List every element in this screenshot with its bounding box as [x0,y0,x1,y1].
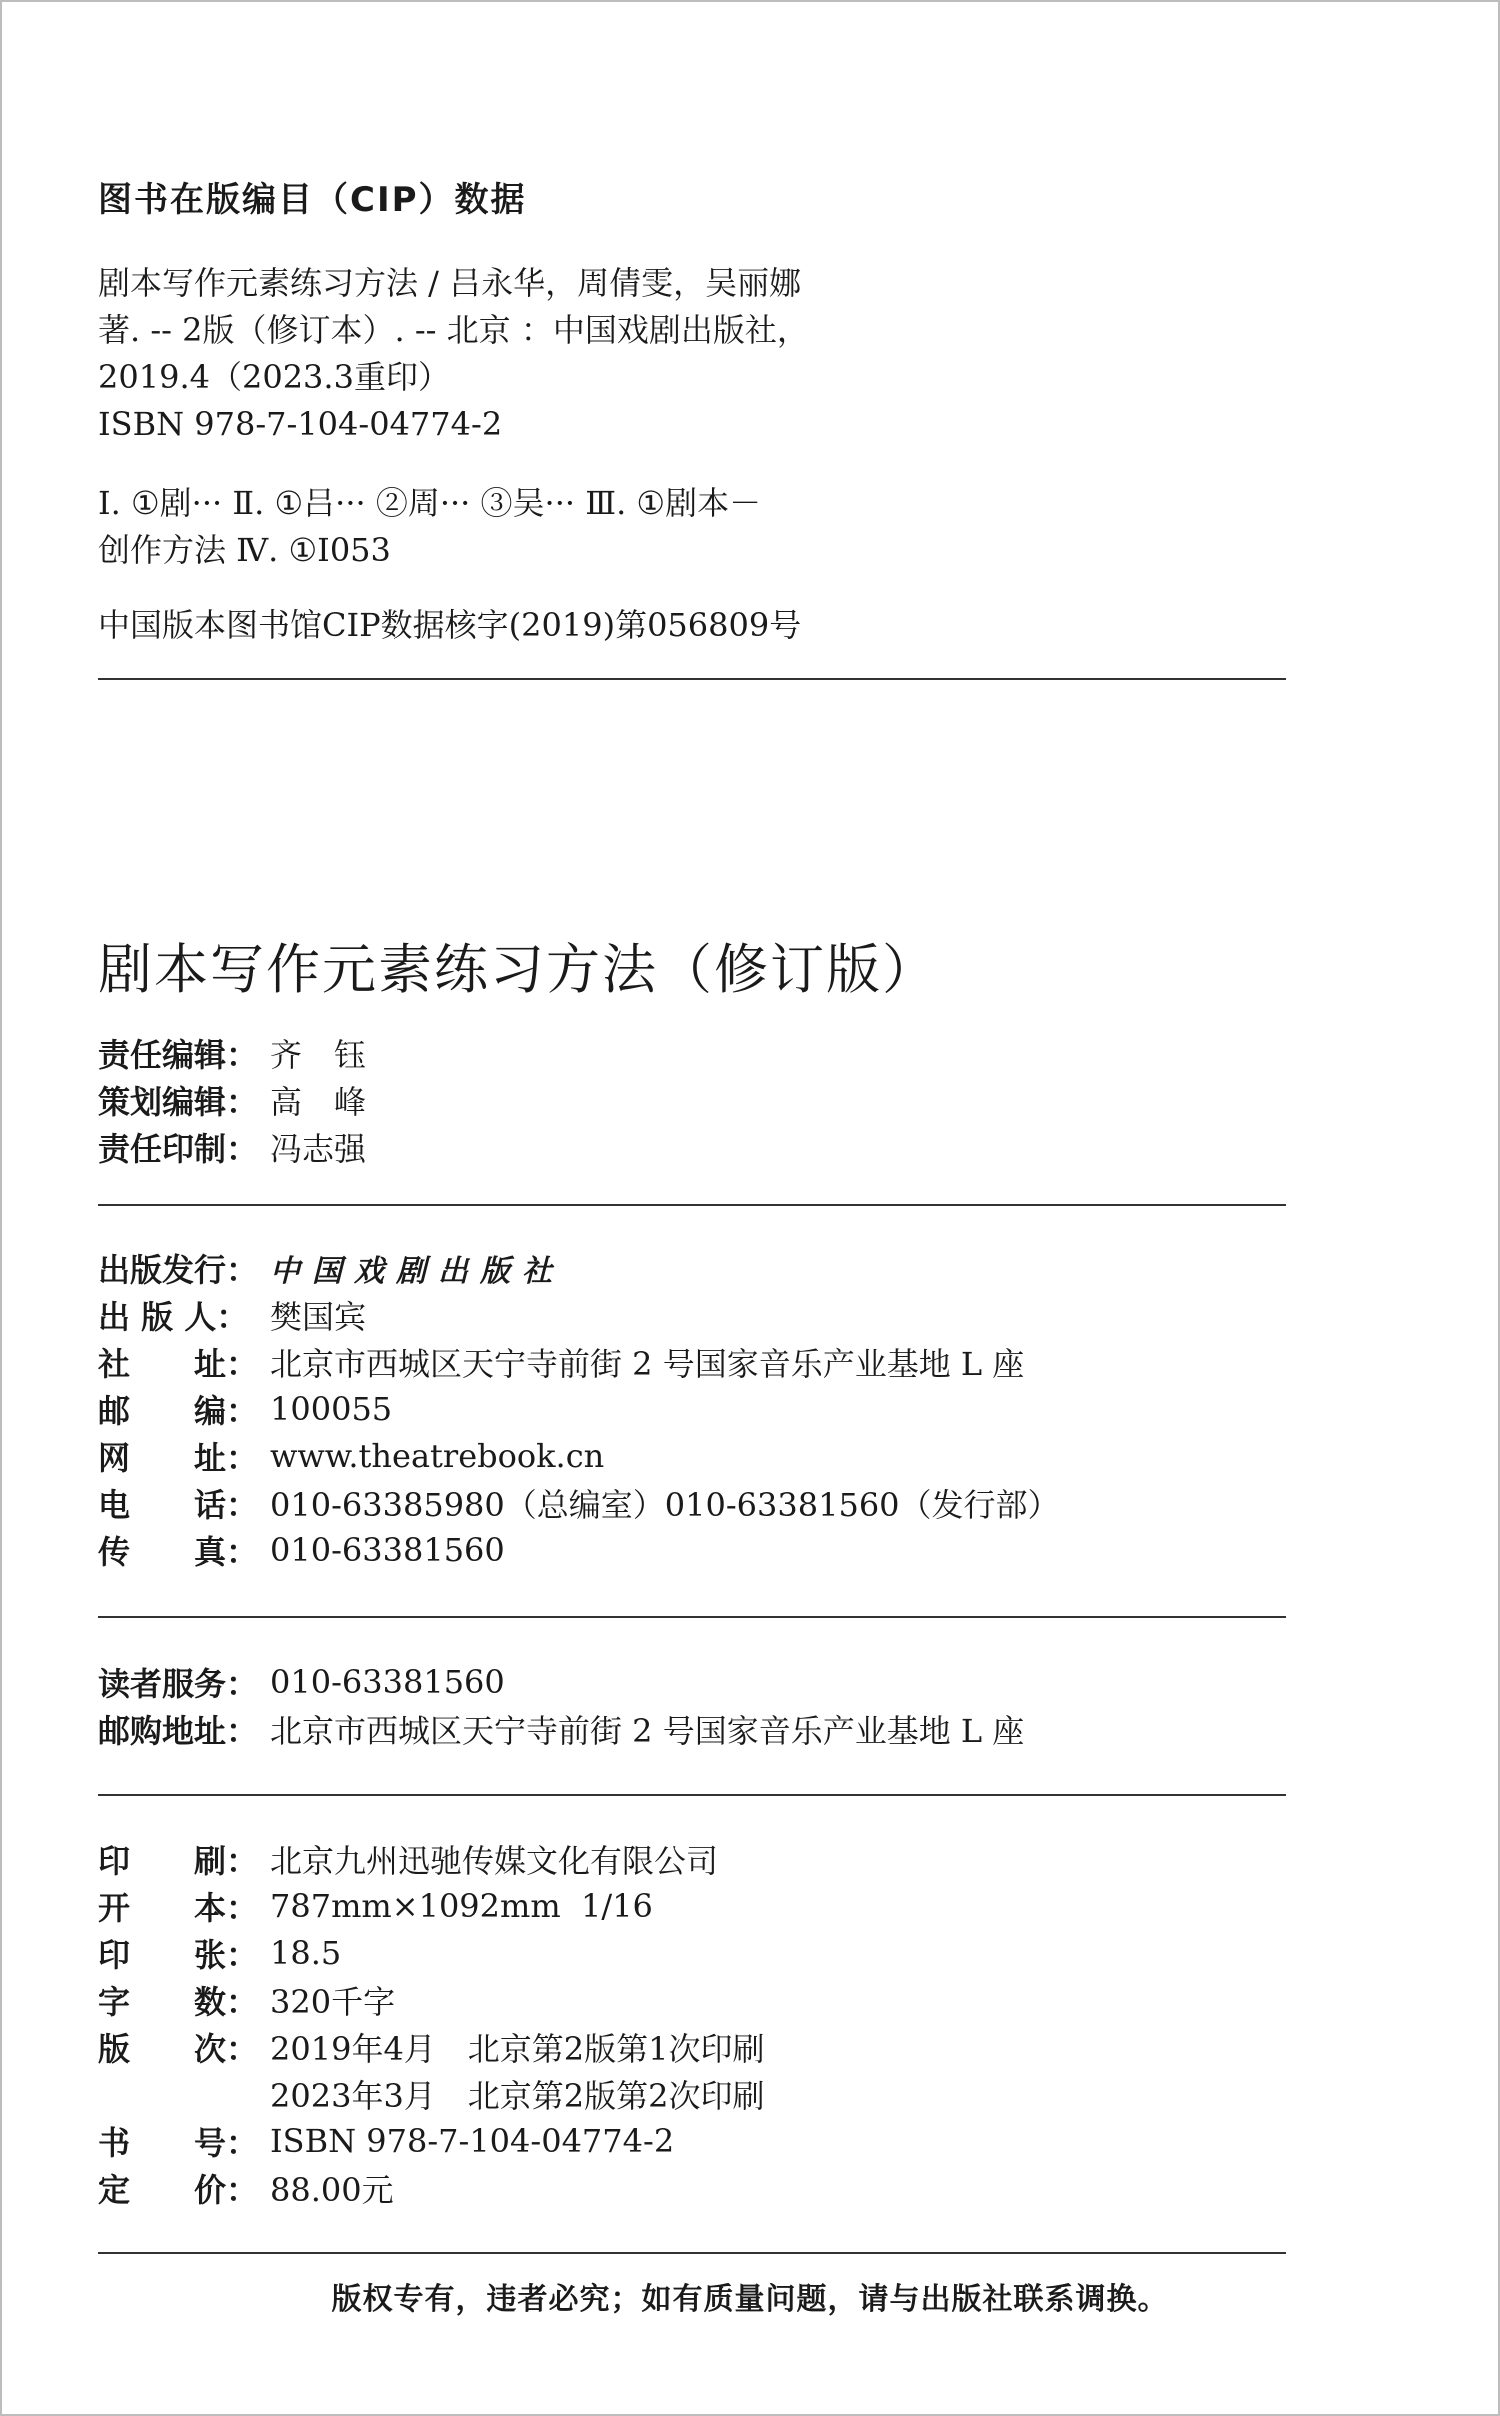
printing-row [98,2117,765,2164]
postcode-value: 100055 [270,1389,393,1428]
book-title: 剧本写作元素练习方法（修订版） [98,938,938,1001]
publisher-row [98,1479,1060,1526]
printing-row [98,1929,765,1976]
credit-label: 策划编辑： [98,1082,259,1121]
info-label: 社 址： [98,1344,259,1383]
divider [98,678,1286,680]
printing-row [98,2164,765,2211]
info-label: 开 本： [98,1888,259,1927]
service-phone-value: 010-63381560 [270,1662,505,1701]
publisher-row [98,1338,1060,1385]
cip-line: 著. -- 2版（修订本）. -- 北京 ：中国戏剧出版社， [98,311,809,349]
info-value: 18.5 [270,1933,342,1972]
reader-row [98,1705,1024,1752]
edition-value: 2023年3月 北京第2版第2次印刷 [270,2076,765,2115]
info-value: 320千字 [270,1982,396,2021]
credit-value: 齐 钰 [270,1035,367,1074]
printing-row [98,2070,765,2117]
phone-value: 010-63385980（总编室）010-63381560（发行部） [270,1485,1060,1524]
info-value: 北京九州迅驰传媒文化有限公司 [270,1841,719,1880]
isbn-value: ISBN 978-7-104-04774-2 [270,2121,675,2160]
cip-heading: 图书在版编目（CIP）数据 [98,180,527,220]
info-label: 版 次： [98,2029,259,2068]
cip-verification-number: 中国版本图书馆CIP数据核字(2019)第056809号 [98,606,802,644]
publisher-logo: 中国戏剧出版社 [270,1253,564,1289]
credit-row [98,1029,366,1076]
credit-row [98,1123,366,1170]
reader-service [98,1658,1024,1752]
fax-value: 010-63381560 [270,1530,505,1569]
publisher-row [98,1385,1060,1432]
publisher-row [98,1291,1060,1338]
reader-row [98,1658,1024,1705]
printing-row [98,1976,765,2023]
info-label: 传 真： [98,1532,259,1571]
cip-record [98,260,809,574]
info-label: 邮 编： [98,1391,259,1430]
publisher-row [98,1432,1060,1479]
printing-row [98,1835,765,1882]
cip-line: 剧本写作元素练习方法 / 吕永华，周倩雯，吴丽娜 [98,264,802,302]
info-label: 印 刷： [98,1841,259,1880]
publisher-row [98,1526,1060,1573]
divider [98,1616,1286,1618]
info-label: 印 张： [98,1935,259,1974]
credit-value: 高 峰 [270,1082,367,1121]
info-label: 读者服务： [98,1664,259,1703]
website-link[interactable]: www.theatrebook.cn [270,1436,605,1475]
credit-value: 冯志强 [270,1129,367,1168]
cip-isbn: ISBN 978-7-104-04774-2 [98,405,503,443]
credit-label: 责任印制： [98,1129,259,1168]
publisher-info [98,1244,1060,1573]
copyright-notice: 版权专有，违者必究；如有质量问题，请与出版社联系调换。 [331,2282,1169,2317]
info-label: 电 话： [98,1485,259,1524]
printing-row [98,1882,765,1929]
divider [98,1204,1286,1206]
info-value: 787mm×1092mm 1/16 [270,1886,653,1925]
mail-order-address: 北京市西城区天宁寺前街 2 号国家音乐产业基地 L 座 [270,1711,1025,1750]
info-label: 书 号： [98,2123,259,2162]
divider [98,1794,1286,1796]
info-label: 邮购地址： [98,1711,259,1750]
info-value: 樊国宾 [270,1297,367,1336]
info-label: 出 版 人： [98,1297,249,1336]
publisher-row [98,1244,1060,1291]
cip-classification: 创作方法 Ⅳ. ①I053 [98,531,391,569]
price-value: 88.00元 [270,2170,394,2209]
editor-credits [98,1029,366,1170]
info-label: 网 址： [98,1438,259,1477]
credit-row [98,1076,366,1123]
cip-line: 2019.4（2023.3重印） [98,358,450,396]
printing-info [98,1835,765,2211]
divider [98,2252,1286,2254]
address-value: 北京市西城区天宁寺前街 2 号国家音乐产业基地 L 座 [270,1344,1025,1383]
info-label: 字 数： [98,1982,259,2021]
cip-classification: Ⅰ. ①剧··· Ⅱ. ①吕··· ②周··· ③吴··· Ⅲ. ①剧本－ [98,484,762,522]
printing-row [98,2023,765,2070]
info-label: 定 价： [98,2170,259,2209]
credit-label: 责任编辑： [98,1035,259,1074]
publisher-label: 出版发行： [98,1250,259,1289]
edition-value: 2019年4月 北京第2版第1次印刷 [270,2029,765,2068]
